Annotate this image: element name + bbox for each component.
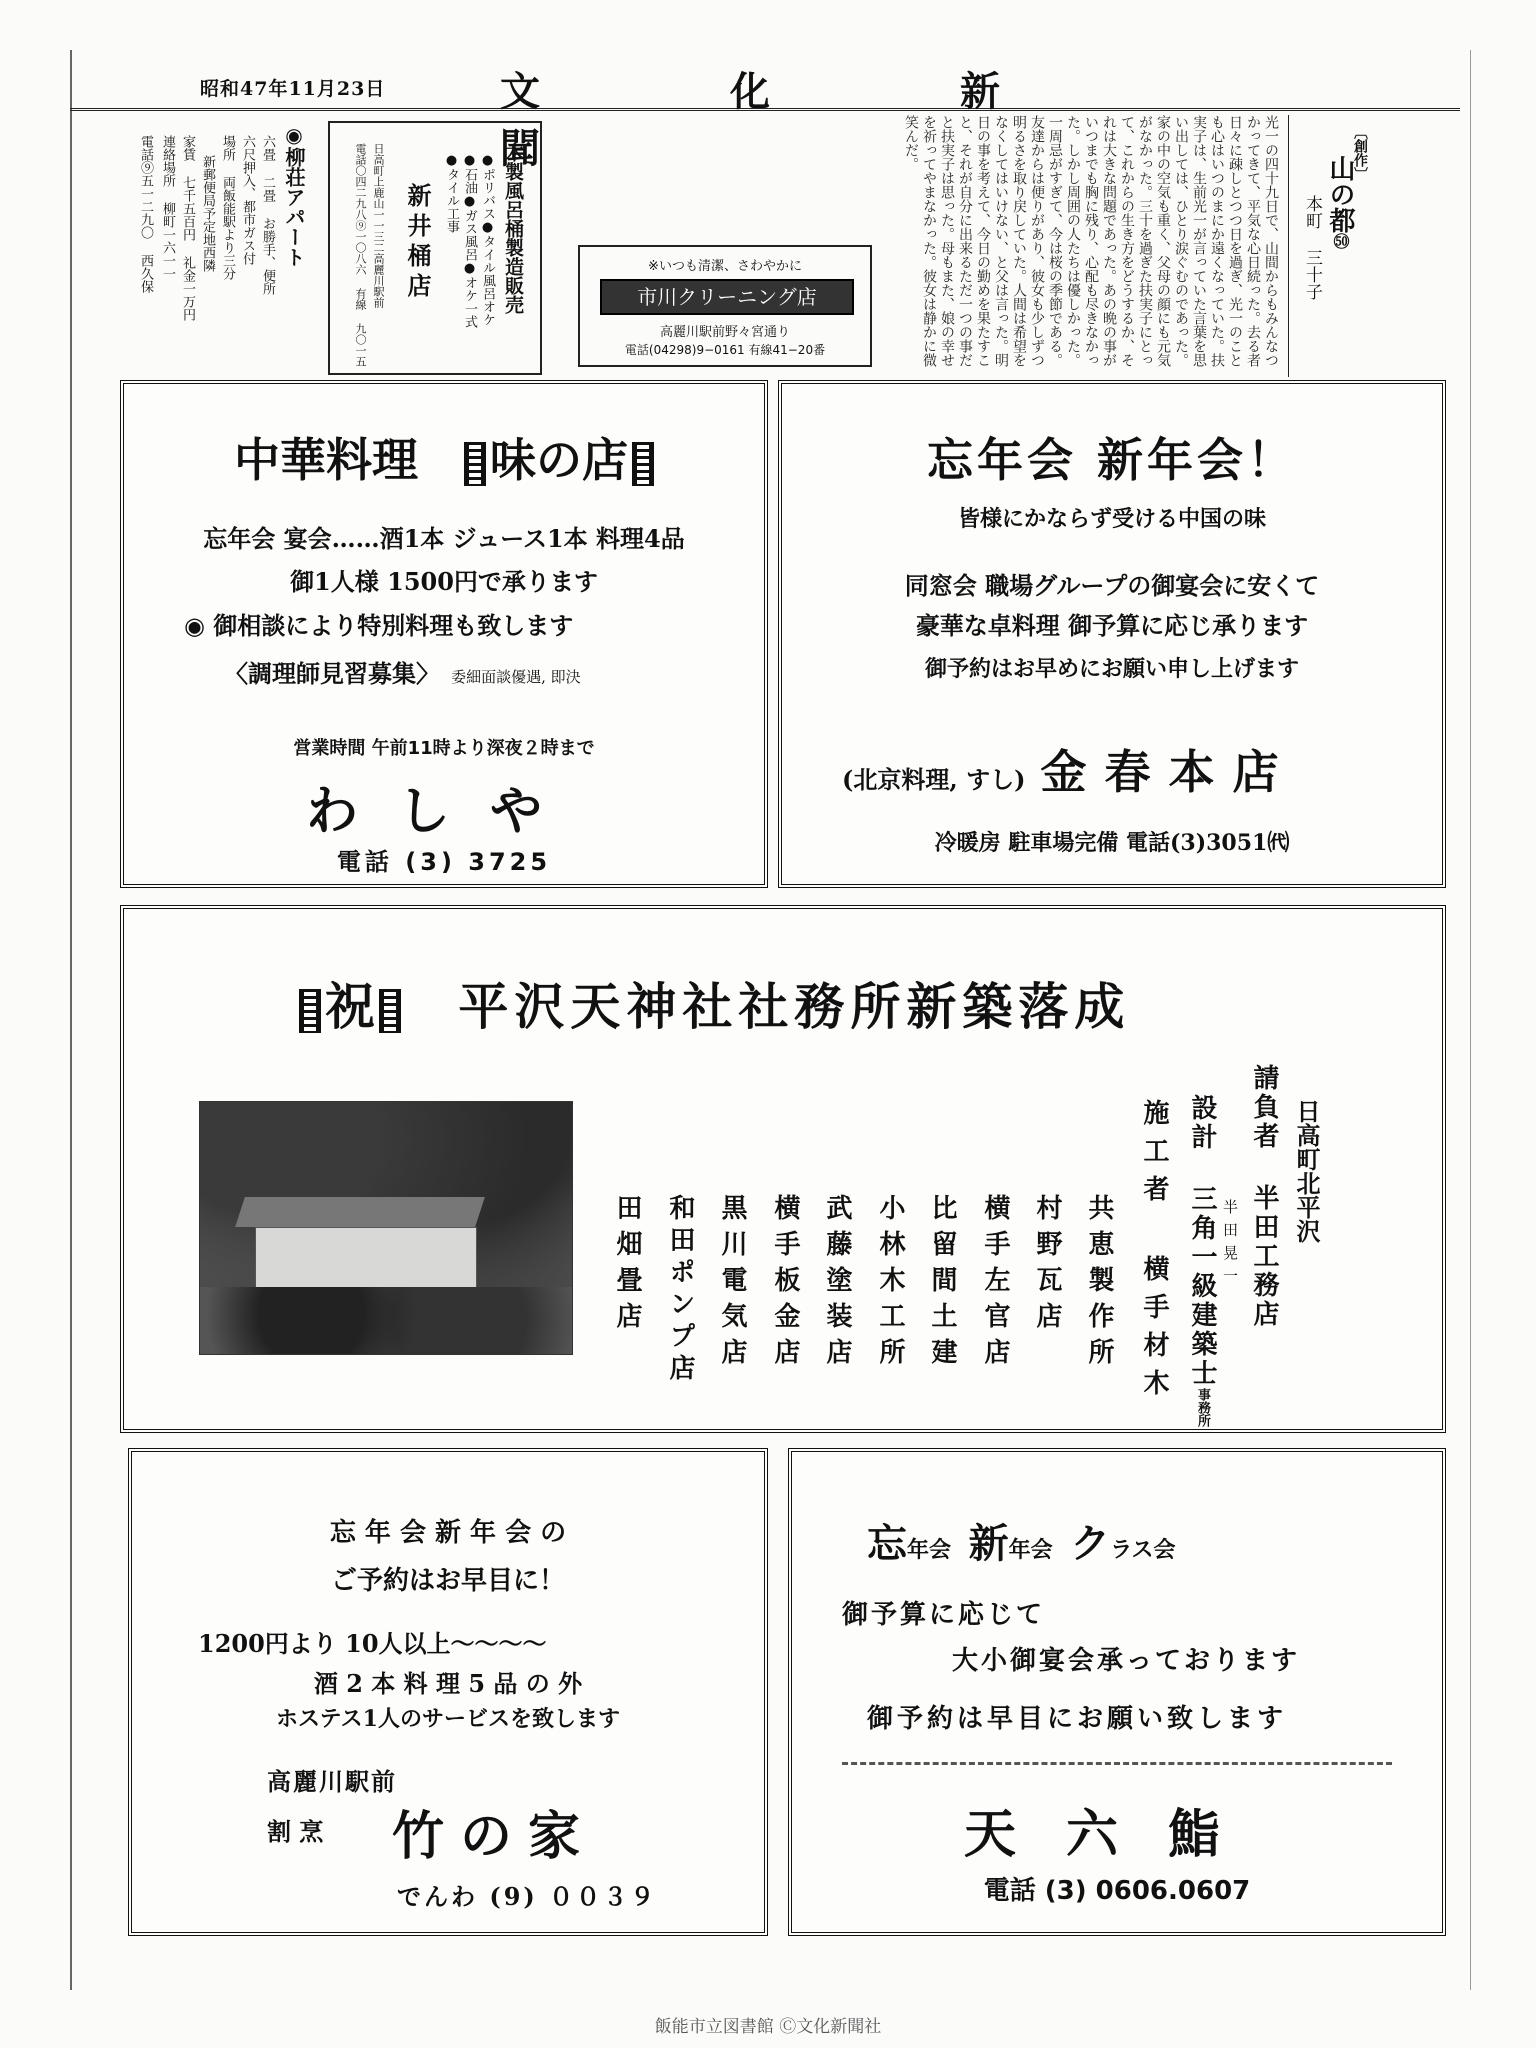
shrine-firm: 横手左官店 — [980, 1194, 1010, 1374]
washiya-line-1: 忘年会 宴会……酒1本 ジュース1本 料理4品 — [203, 524, 685, 553]
yanagiso-line-1: 六畳 二畳 お勝手、便所 — [260, 135, 275, 295]
arai-phone: 電話〇四二九八⑨一〇八六 有線 九〇一五 — [354, 143, 367, 367]
yanagiso-line-3: 場所 両飯能駅より三分 — [220, 135, 235, 280]
washiya-recruit — [224, 654, 581, 689]
takenoya-line-4: 酒 2 本 料 理 5 品 の 外 — [313, 1669, 583, 1698]
yanagiso-line-2: 六尺押入、都市ガス付 — [240, 135, 255, 265]
tenroku-divider — [842, 1762, 1392, 1765]
ornament-icon — [379, 989, 401, 1033]
takenoya-ad — [128, 1448, 768, 1936]
kinshun-ad — [778, 380, 1446, 888]
shrine-firm: 田畑畳店 — [612, 1194, 642, 1338]
takenoya-name: 竹の家 — [392, 1806, 597, 1867]
washiya-hours: 営業時間 午前11時より深夜２時まで — [293, 738, 595, 759]
arai-headline: 木製風呂桶製造販売 — [502, 143, 524, 314]
top-strip — [100, 115, 1460, 375]
shrine-firm: 武藤塗装店 — [822, 1194, 852, 1374]
library-credit: 飯能市立図書館 Ⓒ文化新聞社 — [654, 2017, 882, 2037]
washiya-title — [124, 424, 764, 490]
shrine-firm: 共恵製作所 — [1084, 1194, 1114, 1374]
ichikawa-slogan: ※いつも清潔、さわやかに — [648, 259, 802, 274]
takenoya-phone: でんわ (9) ００３９ — [397, 1882, 658, 1911]
tenroku-title — [867, 1512, 1176, 1569]
washiya-phone: 電話 (3) 3725 — [336, 848, 552, 876]
washiya-ad — [120, 380, 768, 888]
kinshun-footer: 冷暖房 駐車場完備 電話(3)3051㈹ — [934, 830, 1290, 856]
ornament-icon — [632, 442, 654, 486]
photo-shrubs — [200, 1287, 572, 1354]
shrine-firm: 横手板金店 — [770, 1194, 800, 1374]
shrine-ad — [120, 905, 1446, 1433]
washiya-recruit-note: 委細面談優遇, 即決 — [451, 668, 581, 686]
shrine-design — [1184, 1094, 1221, 1427]
washiya-name: わしや — [305, 781, 582, 842]
kinshun-line-4: 御予約はお早めにお願い申し上げます — [924, 656, 1299, 682]
washiya-line-2: 御1人様 1500円で承ります — [290, 567, 598, 596]
shrine-office-photo — [199, 1101, 573, 1355]
tenroku-t2s: 年会 — [1008, 1537, 1053, 1563]
ichikawa-phone: 電話(04298)9−0161 有線41−20番 — [624, 343, 826, 357]
shrine-contractor-sub: 半田晃一 — [1221, 1199, 1239, 1291]
shrine-firm: 黒川電気店 — [717, 1194, 747, 1374]
tenroku-ad — [788, 1448, 1446, 1936]
arai-item-2: ●石油●ガス風呂●オケ一式 — [462, 153, 477, 328]
arai-address: 日高町上鹿山一一三二高麗川駅前 — [372, 143, 385, 308]
kinshun-line-1: 皆様にかならず受ける中国の味 — [957, 506, 1266, 532]
story-divider — [1288, 115, 1289, 377]
tenroku-name: 天六鮨 — [963, 1804, 1270, 1865]
paper-name: 文化新聞 — [500, 68, 1190, 172]
tenroku-line-3: 御予約は早目にお願い致します — [867, 1704, 1288, 1734]
shrine-design-sub: 事務所 — [1195, 1388, 1210, 1427]
photo-roof — [235, 1197, 485, 1227]
tenroku-t1s: 年会 — [907, 1537, 952, 1563]
yanagiso-line-4: 新郵便局予定地西隣 — [200, 155, 215, 272]
shrine-design-text: 設計 三角一級建築士 — [1187, 1094, 1217, 1388]
arai-name: 新井桶店 — [403, 183, 432, 303]
takenoya-line-3: 1200円より 10人以上～～～～ — [198, 1629, 547, 1658]
kinshun-name: 金春本店 — [1040, 745, 1297, 799]
tenroku-t3: ク — [1070, 1520, 1111, 1567]
ichikawa-name: 市川クリーニング店 — [600, 279, 854, 315]
story-label: 〔創作〕 — [1352, 125, 1368, 181]
yanagiso-line-7: 電話⑨五一二九〇 西久保 — [138, 135, 153, 293]
tenroku-t3s: ラス会 — [1110, 1537, 1176, 1563]
ichikawa-cleaning-ad — [578, 245, 872, 367]
kinshun-name-row — [842, 736, 1297, 802]
yanagiso-line-5: 家賃 七千五百円 礼金一万円 — [180, 135, 195, 321]
shrine-firm: 比留間土建 — [927, 1194, 957, 1374]
kinshun-title: 忘年会 新年会！ — [926, 433, 1297, 487]
tenroku-t1: 忘 — [867, 1520, 907, 1567]
shrine-firm: 小林木工所 — [875, 1194, 905, 1374]
tenroku-phone: 電話 (3) 0606.0607 — [983, 1876, 1251, 1906]
tenroku-line-2: 大小御宴会承っております — [952, 1646, 1301, 1676]
takenoya-type: 割 烹 — [267, 1817, 324, 1846]
kinshun-category: (北京料理, すし) — [842, 765, 1026, 794]
shrine-title: 平沢天神社社務所新築落成 — [458, 977, 1131, 1036]
shrine-location: 日高町北平沢 — [1292, 1099, 1321, 1243]
story-title-text: 山の都 — [1325, 155, 1355, 233]
story-body: 光一の四十九日で、山間からもみんなつかってきて、平気な心日続った。去る者日々に疎しとつつ日を過ぎ、光一のことも心はいつのまにか遠くなっていた。扶実子は、生前光一が言っていた言葉を思い出しては、ひとり涙ぐむのであった。家の中の空気も重く、父母の顔にも元気がなかった。三十を過ぎた扶実子にとって、これからの生き方をどうするか、それは大きな問題であった。あの晩の事がいつまでも胸に残り、心配も尽きなかった。しかし周囲の人たちは優しかった。一周忌がすぎて、今は桜の季節である。友達からは便りがあり、彼女も少しずつ明るさを取り戻していた。人間は希望をなくしてはいけない、と父は言った。明日の事を考えて、今日の勤めを果たすこと、それが自分に出来るただ一つの事だと扶実子は思った。母もまた、娘の幸せを祈ってやまなかった。彼女は静かに微笑んだ。 — [903, 115, 1279, 367]
washiya-title-a: 中華料理 — [233, 433, 418, 487]
tenroku-line-1: 御予算に応じて — [842, 1600, 1046, 1630]
shrine-heading — [299, 967, 1130, 1039]
ornament-icon — [464, 442, 486, 486]
arai-okeya-ad — [328, 121, 542, 375]
story-title — [1322, 155, 1359, 249]
issue-date: 昭和47年11月23日 — [200, 78, 386, 100]
story-part: ㊿ — [1331, 233, 1350, 249]
takenoya-station: 高麗川駅前 — [267, 1767, 397, 1796]
kinshun-line-3: 豪華な卓料理 御予算に応じ承ります — [915, 611, 1309, 640]
shrine-firm: 和田ポンプ店 — [665, 1194, 695, 1386]
shrine-firm: 村野瓦店 — [1032, 1194, 1062, 1338]
tenroku-t2: 新 — [968, 1520, 1009, 1567]
kinshun-line-2: 同窓会 職場グループの御宴会に安くて — [904, 571, 1320, 600]
shrine-contractor: 請負者 半田工務店 — [1249, 1064, 1279, 1329]
ornament-icon — [299, 989, 321, 1033]
arai-item-3: ●タイル工事 — [444, 153, 459, 233]
shrine-celebrate: 祝 — [325, 977, 375, 1036]
takenoya-line-2: ご予約はお早目に！ — [330, 1566, 565, 1596]
shrine-builder: 施工者 横手材木 — [1139, 1099, 1169, 1407]
ichikawa-address: 高麗川駅前野々宮通り — [659, 325, 790, 340]
story-author: 本町 三十子 — [1302, 195, 1322, 300]
yanagiso-apartment-ad — [100, 115, 315, 375]
yanagiso-line-6: 連絡場所 柳町一六一一 — [160, 135, 175, 280]
takenoya-line-1: 忘 年 会 新 年 会 の — [329, 1518, 567, 1548]
takenoya-line-5: ホステス1人のサービスを致します — [276, 1706, 620, 1732]
arai-item-1: ●ポリバス●タイル風呂オケ — [480, 153, 495, 326]
washiya-line-3: ◉ 御相談により特別料理も致します — [184, 611, 574, 640]
yanagiso-name: ◉柳荘アパート — [282, 123, 306, 267]
washiya-title-b: 味の店 — [490, 433, 628, 487]
washiya-recruit-title: 〈調理師見習募集〉 — [224, 659, 440, 688]
